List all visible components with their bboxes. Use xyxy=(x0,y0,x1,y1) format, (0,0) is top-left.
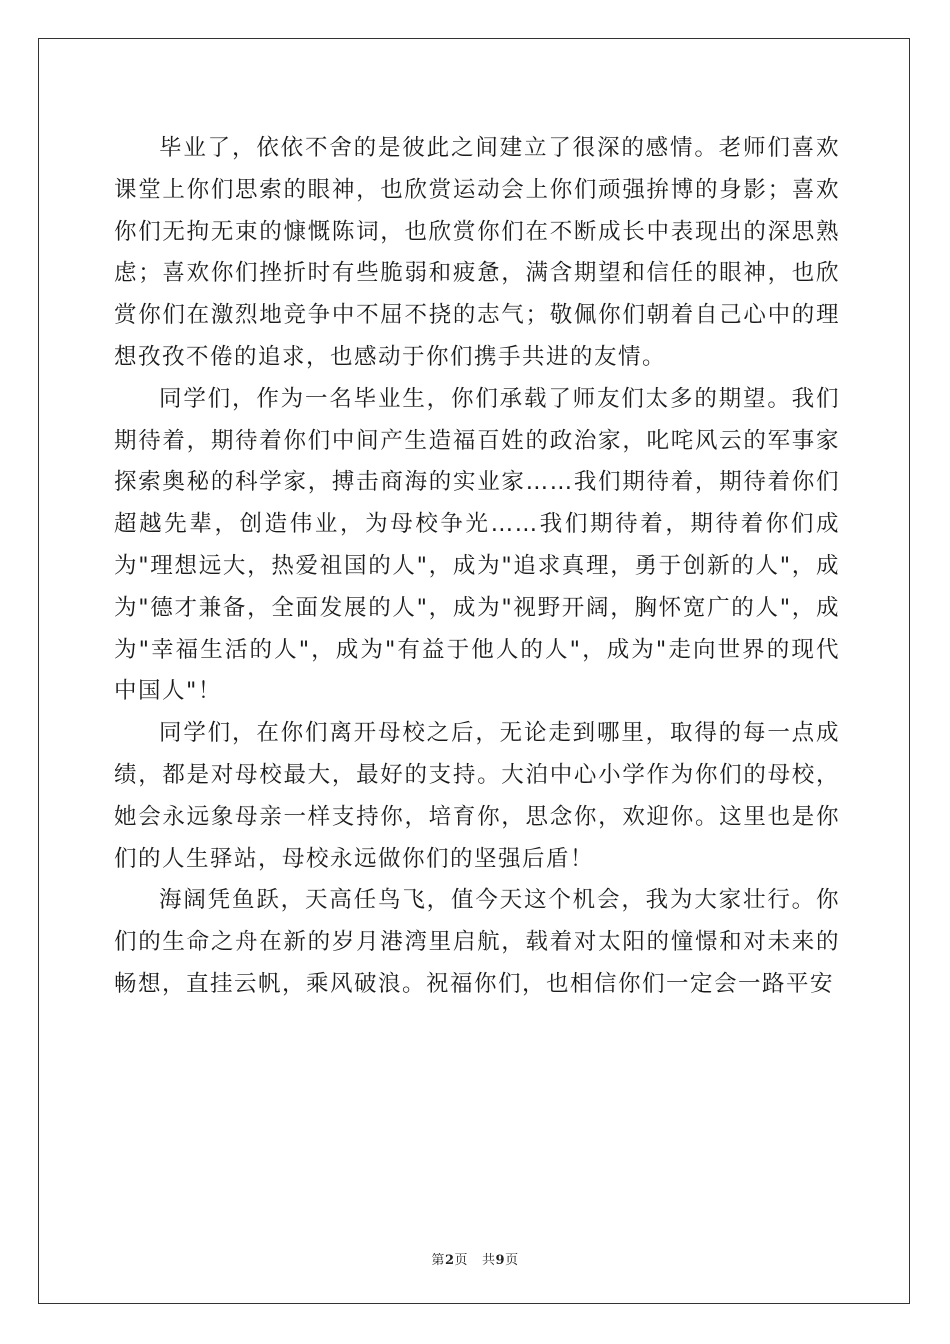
paragraph-1: 毕业了，依依不舍的是彼此之间建立了很深的感情。老师们喜欢课堂上你们思索的眼神，也欣赏运动会上你们顽强拚博的身影；喜欢你们无拘无束的慷慨陈词，也欣赏你们在不断成长中表现出的深思熟虑；喜欢你们挫折时有些脆弱和疲惫，满含期望和信任的眼神，也欣赏你们在激烈地竞争中不屈不挠的志气；敬佩你们朝着自己心中的理想孜孜不倦的追求，也感动于你们携手共进的友情。 xyxy=(114,135,840,370)
paragraph-3: 同学们，在你们离开母校之后，无论走到哪里，取得的每一点成绩，都是对母校最大，最好的支持。大泊中心小学作为你们的母校，她会永远象母亲一样支持你，培育你，思念你，欢迎你。这里也是你们的人生驿站，母校永远做你们的坚强后盾！ xyxy=(114,720,840,872)
total-prefix: 共 xyxy=(482,1253,496,1268)
paragraph-4: 海阔凭鱼跃，天高任鸟飞，值今天这个机会，我为大家壮行。你们的生命之舟在新的岁月港湾里启航，载着对太阳的憧憬和对未来的畅想，直挂云帆，乘风破浪。祝福你们，也相信你们一定会一路平安 xyxy=(114,887,840,997)
page-suffix: 页 xyxy=(454,1253,468,1268)
paragraph-2: 同学们，作为一名毕业生，你们承载了师友们太多的期望。我们期待着，期待着你们中间产生造福百姓的政治家，叱咤风云的军事家探索奥秘的科学家，搏击商海的实业家……我们期待着，期待着你们超越先辈，创造伟业，为母校争光……我们期待着，期待着你们成为"理想远大，热爱祖国的人"，成为"追求真理，勇于创新的人"，成为"德才兼备，全面发展的人"，成为"视野开阔，胸怀宽广的人"，成为"幸福生活的人"，成为"有益于他人的人"，成为"走向世界的现代中国人"！ xyxy=(114,385,840,705)
total-pages: 9 xyxy=(495,1253,506,1268)
total-suffix: 页 xyxy=(505,1253,519,1268)
page-prefix: 第 xyxy=(431,1253,445,1268)
document-body xyxy=(114,128,840,1006)
page-number: 2 xyxy=(444,1253,455,1268)
page-footer xyxy=(0,1249,950,1268)
